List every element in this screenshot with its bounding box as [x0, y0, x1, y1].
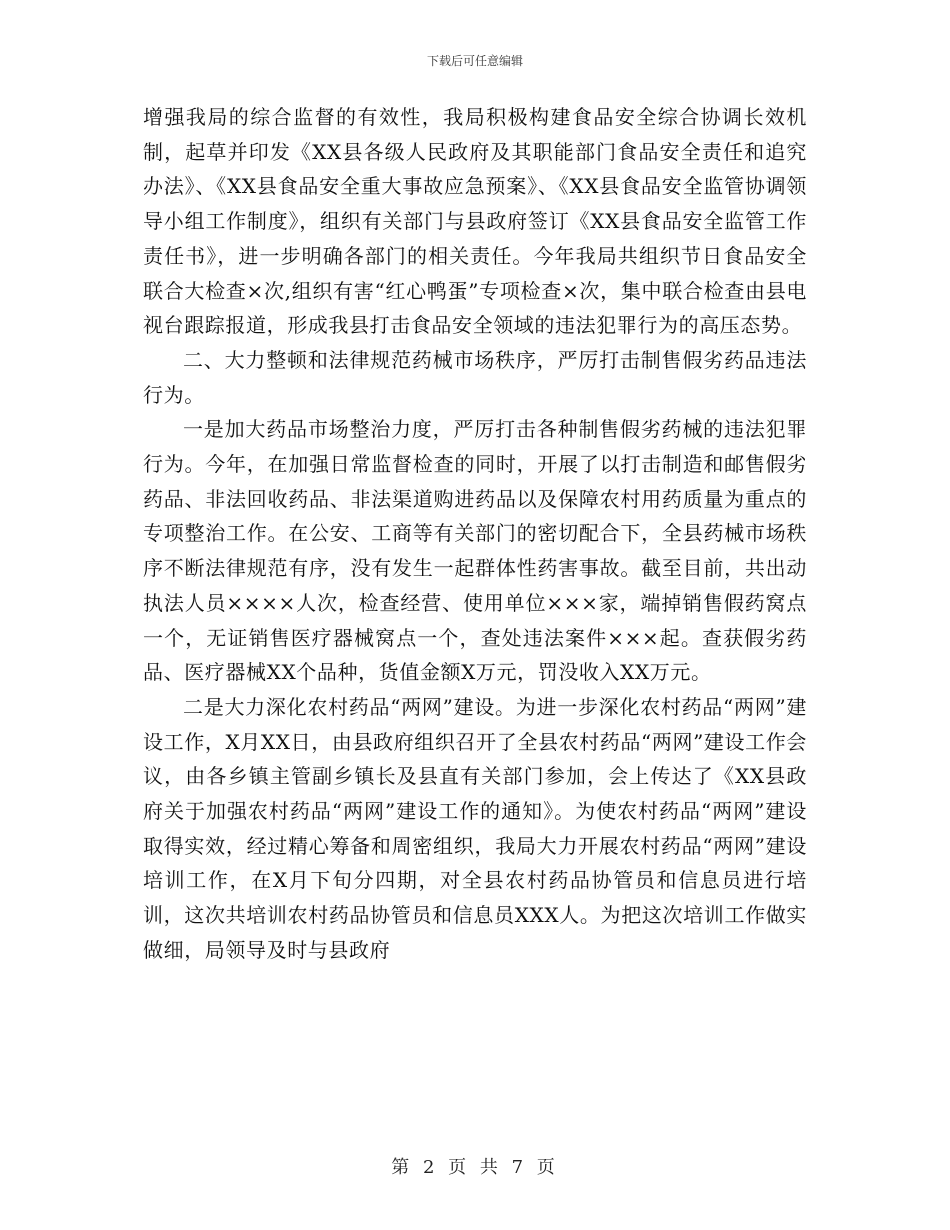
document-body [143, 100, 807, 968]
body-paragraph-4: 二是大力深化农村药品“两网”建设。为进一步深化农村药品“两网”建设工作，X月XX日，由县政府组织召开了全县农村药品“两网”建设工作会议，由各乡镇主管副乡镇长及县直有关部门参加，会上传达了《XX县政府关于加强农村药品“两网”建设工作的通知》。为使农村药品“两网”建设取得实效，经过精心筹备和周密组织，我局大力开展农村药品“两网”建设培训工作，在X月下旬分四期，对全县农村药品协管员和信息员进行培训，这次共培训农村药品协管员和信息员XXX人。为把这次培训工作做实做细，局领导及时与县政府 [143, 694, 807, 962]
section-heading-2: 二、大力整顿和法律规范药械市场秩序，严厉打击制售假劣药品违法行为。 [143, 347, 807, 407]
page-header-note: 下载后可任意编辑 [426, 54, 523, 68]
body-paragraph-1: 增强我局的综合监督的有效性，我局积极构建食品安全综合协调长效机制，起草并印发《XX县各级人民政府及其职能部门食品安全责任和追究办法》、《XX县食品安全重大事故应急预案》、《XX县食品安全监管协调领导小组工作制度》，组织有关部门与县政府签订《XX县食品安全监管工作责任书》，进一步明确各部门的相关责任。今年我局共组织节日食品安全联合大检查×次,组织有害“红心鸭蛋”专项检查×次，集中联合检查由县电视台跟踪报道，形成我县打击食品安全领域的违法犯罪行为的高压态势。 [143, 105, 807, 338]
body-paragraph-3: 一是加大药品市场整治力度，严厉打击各种制售假劣药械的违法犯罪行为。今年，在加强日常监督检查的同时，开展了以打击制造和邮售假劣药品、非法回收药品、非法渠道购进药品以及保障农村用药质量为重点的专项整治工作。在公安、工商等有关部门的密切配合下，全县药械市场秩序不断法律规范有序，没有发生一起群体性药害事故。截至目前，共出动执法人员××××人次，检查经营、使用单位×××家，端掉销售假药窝点一个，无证销售医疗器械窝点一个，查处违法案件×××起。查获假劣药品、医疗器械XX个品种，货值金额X万元，罚没收入XX万元。 [143, 417, 807, 685]
page-number-footer: 第 2 页 共 7 页 [391, 1157, 559, 1178]
